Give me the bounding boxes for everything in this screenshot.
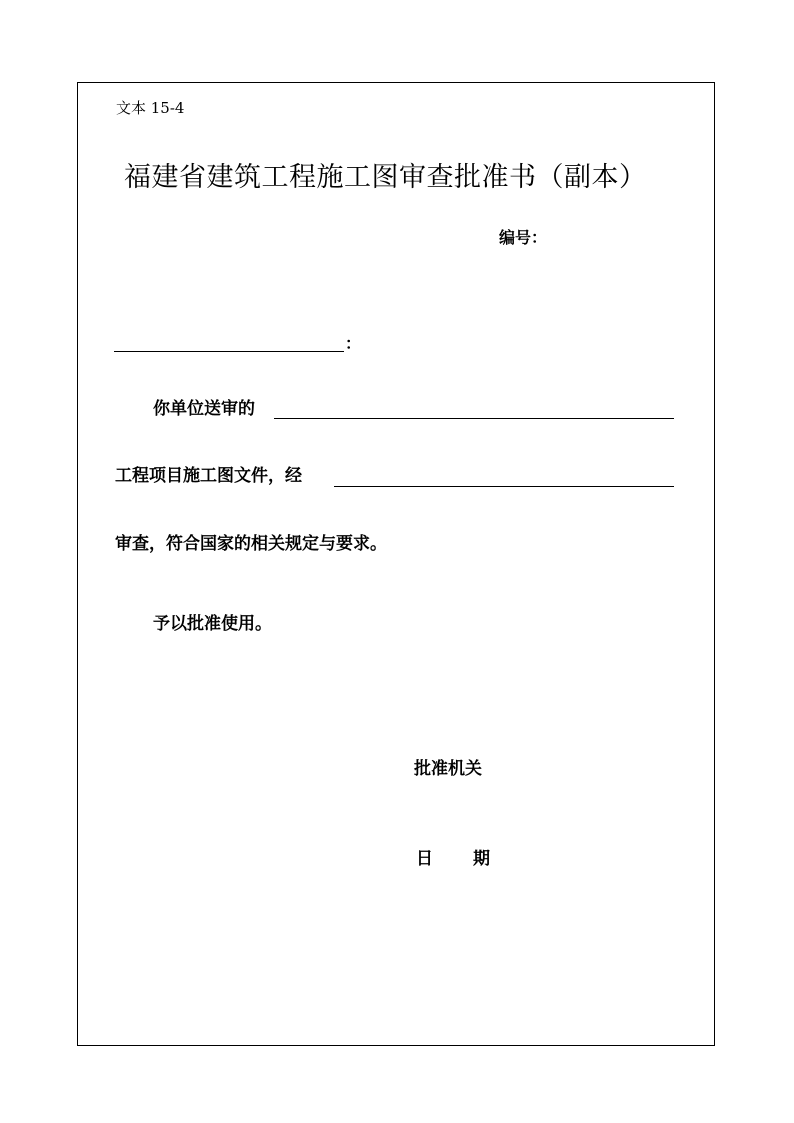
approving-authority-label: 批准机关 (414, 759, 482, 779)
approval-text: 予以批准使用。 (153, 614, 272, 634)
addressee-blank-line (114, 351, 344, 352)
document-code: 文本 15-4 (116, 99, 185, 117)
review-result-text: 审查，符合国家的相关规定与要求。 (115, 534, 387, 554)
date-label (416, 848, 490, 870)
reviewer-blank-line (334, 486, 674, 487)
serial-number-label: 编号： (499, 228, 548, 247)
project-name-blank-line (274, 418, 674, 419)
document-border (77, 82, 715, 1046)
addressee-colon: ： (345, 334, 362, 353)
document-title: 福建省建筑工程施工图审查批准书（副本） (124, 162, 647, 193)
project-files-text: 工程项目施工图文件，经 (115, 466, 302, 486)
submitted-project-text: 你单位送审的 (153, 399, 255, 419)
date-label-char-2: 期 (473, 849, 490, 869)
date-label-char-1: 日 (416, 849, 433, 869)
